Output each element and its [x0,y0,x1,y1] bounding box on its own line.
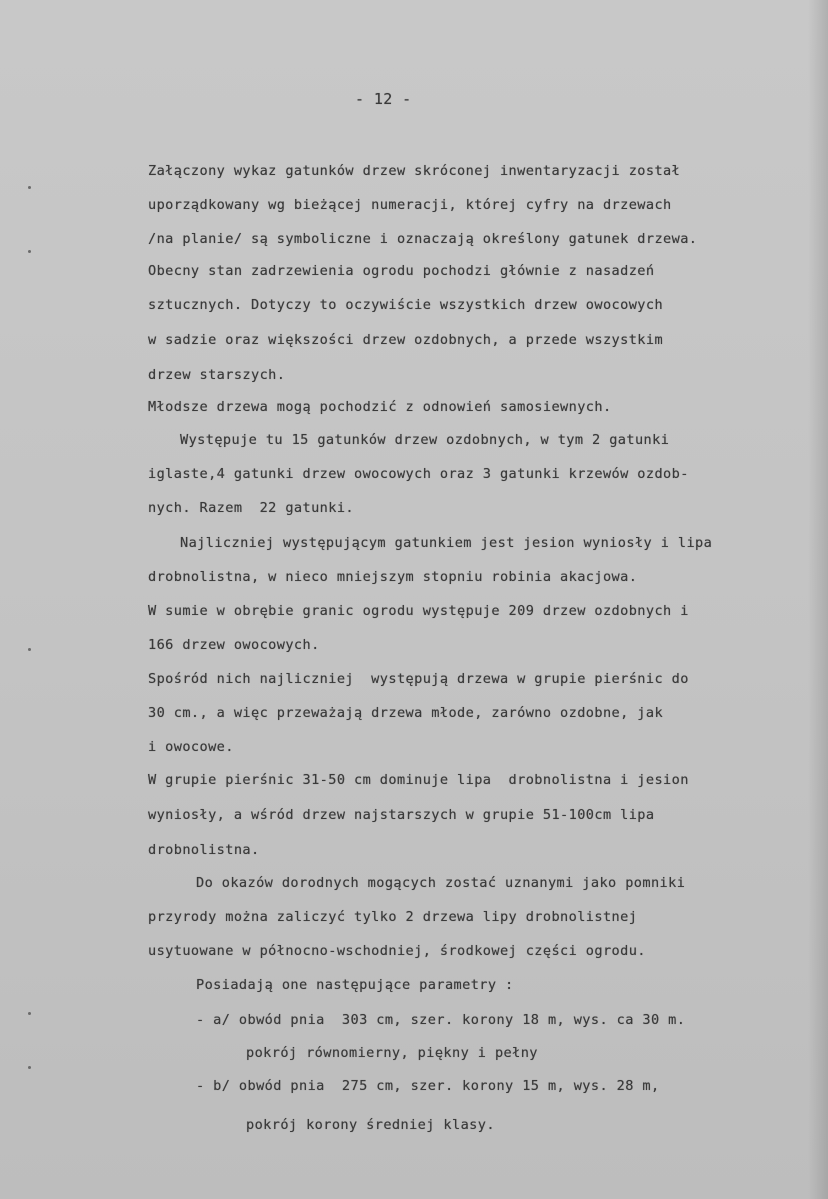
text-line: przyrody można zaliczyć tylko 2 drzewa lipy drobnolistnej [148,909,638,925]
list-item-b: - b/ obwód pnia 275 cm, szer. korony 15 m, wys. 28 m, [196,1078,660,1094]
text-line: nych. Razem 22 gatunki. [148,500,355,516]
text-line: Spośród nich najliczniej występują drzewa w grupie pierśnic do [148,671,689,687]
text-line: Do okazów dorodnych mogących zostać uznanymi jako pomniki [196,875,686,891]
text-line: Najliczniej występującym gatunkiem jest jesion wyniosły i lipa [180,535,713,551]
text-line: iglaste,4 gatunki drzew owocowych oraz 3 gatunki krzewów ozdob- [148,466,689,482]
list-item-a-continuation: pokrój równomierny, piękny i pełny [246,1045,538,1061]
text-line: w sadzie oraz większości drzew ozdobnych, a przede wszystkim [148,332,664,348]
text-line: uporządkowany wg bieżącej numeracji, której cyfry na drzewach [148,197,672,213]
margin-mark [28,186,31,189]
list-item-a: - a/ obwód pnia 303 cm, szer. korony 18 m, wys. ca 30 m. [196,1012,686,1028]
text-line: Występuje tu 15 gatunków drzew ozdobnych, w tym 2 gatunki [180,432,670,448]
page-edge-shadow [808,0,828,1199]
text-line: W sumie w obrębie granic ogrodu występuje 209 drzew ozdobnych i [148,603,689,619]
margin-mark [28,648,31,651]
margin-mark [28,1066,31,1069]
text-line: drobnolistna. [148,842,260,858]
list-item-b-continuation: pokrój korony średniej klasy. [246,1117,495,1133]
margin-mark [28,1012,31,1015]
text-line: W grupie pierśnic 31-50 cm dominuje lipa drobnolistna i jesion [148,772,689,788]
text-line: usytuowane w północno-wschodniej, środkowej części ogrodu. [148,943,646,959]
text-line: /na planie/ są symboliczne i oznaczają określony gatunek drzewa. [148,231,698,247]
text-line: drobnolistna, w nieco mniejszym stopniu robinia akacjowa. [148,569,638,585]
text-line: wyniosły, a wśród drzew najstarszych w grupie 51-100cm lipa [148,807,655,823]
text-line: 30 cm., a więc przeważają drzewa młode, zarówno ozdobne, jak [148,705,664,721]
text-line: 166 drzew owocowych. [148,637,320,653]
page-number: - 12 - [355,90,412,108]
text-line: sztucznych. Dotyczy to oczywiście wszystkich drzew owocowych [148,297,664,313]
margin-mark [28,250,31,253]
text-line: Posiadają one następujące parametry : [196,977,514,993]
text-line: i owocowe. [148,739,234,755]
text-line: Załączony wykaz gatunków drzew skróconej inwentaryzacji został [148,163,681,179]
text-line: drzew starszych. [148,367,286,383]
text-line: Młodsze drzewa mogą pochodzić z odnowień samosiewnych. [148,399,612,415]
text-line: Obecny stan zadrzewienia ogrodu pochodzi głównie z nasadzeń [148,263,655,279]
